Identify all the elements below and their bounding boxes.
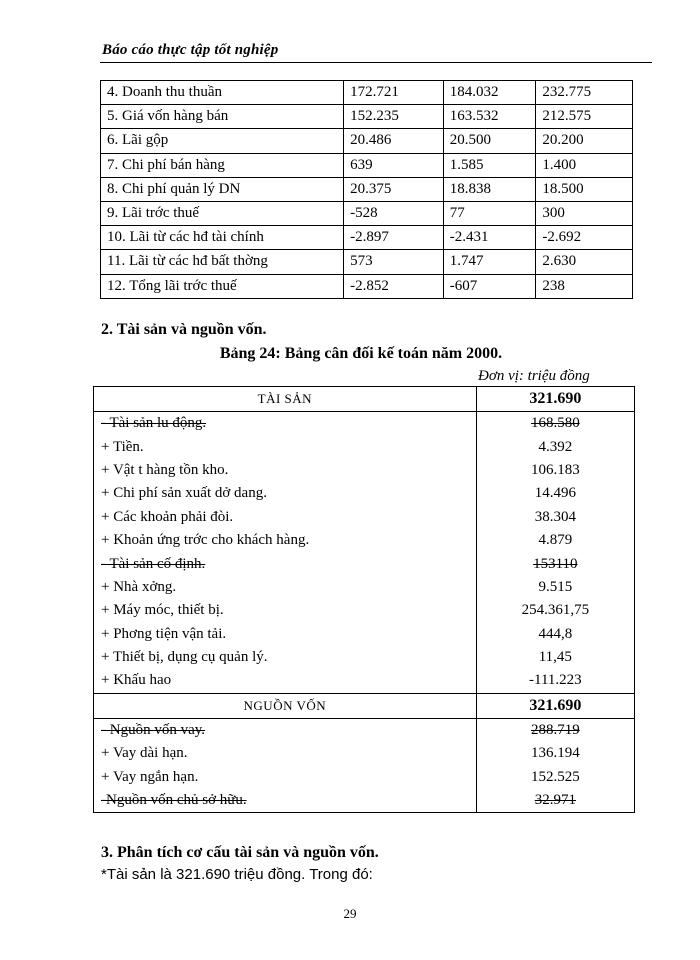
balance-row-value: 106.183 <box>530 461 580 478</box>
section-2-title: 2. Tài sản và nguồn vốn. <box>101 321 267 338</box>
income-row-value: 163.532 <box>443 105 536 129</box>
balance-row <box>94 742 635 765</box>
income-row-label: 7. Chi phí bán hàng <box>101 153 344 177</box>
income-row-value: 152.235 <box>344 105 444 129</box>
balance-row-label: + Phơng tiện vận tải. <box>101 625 227 642</box>
balance-row-label: -Nguồn vốn chủ sở hữu. <box>101 792 247 809</box>
balance-row <box>94 552 635 575</box>
balance-row-value: 9.515 <box>538 578 573 595</box>
income-row-value: 232.775 <box>536 81 633 105</box>
income-row-label: 5. Giá vốn hàng bán <box>101 105 344 129</box>
balance-row-value: 153110 <box>533 555 578 572</box>
balance-row <box>94 623 635 646</box>
page-number: 29 <box>343 906 357 921</box>
balance-row-label: + Thiết bị, dụng cụ quản lý. <box>101 649 268 666</box>
income-row-label: 11. Lãi từ các hđ bất thờng <box>101 250 344 274</box>
income-row <box>101 201 633 225</box>
balance-row-value: 152.525 <box>530 768 580 785</box>
balance-row-value: -111.223 <box>529 672 582 689</box>
balance-row-value: 32.971 <box>534 792 576 809</box>
income-row-value: 1.747 <box>443 250 536 274</box>
balance-row <box>94 482 635 505</box>
balance-row-label: + Nhà xởng. <box>101 578 177 595</box>
income-row-label: 10. Lãi từ các hđ tài chính <box>101 226 344 250</box>
income-row-value: 212.575 <box>536 105 633 129</box>
income-row <box>101 129 633 153</box>
income-row-value: 77 <box>443 201 536 225</box>
income-row <box>101 226 633 250</box>
balance-row-label: + Chi phí sản xuất dở dang. <box>101 485 267 502</box>
balance-row <box>94 718 635 742</box>
income-row <box>101 274 633 298</box>
balance-row <box>94 529 635 552</box>
income-row-value: 639 <box>344 153 444 177</box>
income-row-value: -2.852 <box>344 274 444 298</box>
income-row-label: 8. Chi phí quản lý DN <box>101 177 344 201</box>
balance-row <box>94 576 635 599</box>
sources-header-row-label: NGUỒN VỐN <box>94 693 477 718</box>
income-row <box>101 177 633 201</box>
income-row-value: -528 <box>344 201 444 225</box>
balance-row-value: 4.392 <box>538 438 573 455</box>
income-row-value: 18.500 <box>536 177 633 201</box>
body-text-line: *Tài sản là 321.690 triệu đồng. Trong đó: <box>101 866 373 883</box>
income-row-label: 12. Tổng lãi trớc thuế <box>101 274 344 298</box>
income-row-value: 573 <box>344 250 444 274</box>
balance-row-value: 38.304 <box>534 508 576 525</box>
income-row-value: -607 <box>443 274 536 298</box>
income-row-value: -2.431 <box>443 226 536 250</box>
income-statement-table <box>100 80 633 299</box>
balance-row <box>94 646 635 669</box>
balance-row-value: 11,45 <box>538 649 572 666</box>
income-row <box>101 153 633 177</box>
balance-row-label: + Vật t hàng tồn kho. <box>101 461 229 478</box>
income-row <box>101 105 633 129</box>
income-row-value: 18.838 <box>443 177 536 201</box>
income-row-value: -2.692 <box>536 226 633 250</box>
balance-sheet-table <box>93 386 635 813</box>
balance-row-value: 254.361,75 <box>521 602 590 619</box>
header-title: Báo cáo thực tập tốt nghiệp <box>102 42 279 58</box>
assets-header-row-total: 321.690 <box>476 387 634 412</box>
income-row-label: 6. Lãi gộp <box>101 129 344 153</box>
balance-row-value: 4.879 <box>538 532 573 549</box>
income-row-label: 4. Doanh thu thuần <box>101 81 344 105</box>
income-row-value: 300 <box>536 201 633 225</box>
income-row-label: 9. Lãi trớc thuế <box>101 201 344 225</box>
balance-row-value: 136.194 <box>530 745 580 762</box>
sources-header-row-total: 321.690 <box>476 693 634 718</box>
balance-row <box>94 789 635 813</box>
balance-row-label: + Khoản ứng trớc cho khách hàng. <box>101 532 310 549</box>
income-row-value: 20.375 <box>344 177 444 201</box>
income-row-value: 2.630 <box>536 250 633 274</box>
income-row-value: -2.897 <box>344 226 444 250</box>
balance-row <box>94 435 635 458</box>
balance-row-label: - Tài sản lu động. <box>101 415 207 432</box>
income-row <box>101 81 633 105</box>
assets-header-row-label: TÀI SẢN <box>94 387 477 412</box>
assets-header-row <box>94 387 635 412</box>
income-row-value: 238 <box>536 274 633 298</box>
income-row-value: 172.721 <box>344 81 444 105</box>
balance-row <box>94 459 635 482</box>
balance-row-value: 168.580 <box>530 415 580 432</box>
balance-row <box>94 599 635 622</box>
income-row <box>101 250 633 274</box>
income-row-value: 1.400 <box>536 153 633 177</box>
balance-row-label: + Vay ngắn hạn. <box>101 768 199 785</box>
balance-row-label: + Khấu hao <box>101 672 172 689</box>
balance-row <box>94 765 635 788</box>
unit-note: Đơn vị: triệu đồng <box>478 368 590 384</box>
balance-row <box>94 412 635 436</box>
balance-row-label: + Vay dài hạn. <box>101 745 188 762</box>
balance-row-value: 288.719 <box>530 721 580 738</box>
balance-row <box>94 669 635 693</box>
section-3-title: 3. Phân tích cơ cấu tài sản và nguồn vốn. <box>101 844 379 861</box>
balance-row-label: - Tài sản cố định. <box>101 555 206 572</box>
balance-row-label: + Tiền. <box>101 438 144 455</box>
balance-row-label: + Các khoản phải đòi. <box>101 508 234 525</box>
income-row-value: 184.032 <box>443 81 536 105</box>
balance-row-value: 444,8 <box>538 625 573 642</box>
balance-row-label: + Máy móc, thiết bị. <box>101 602 224 619</box>
balance-row <box>94 506 635 529</box>
sources-header-row <box>94 693 635 718</box>
balance-row-value: 14.496 <box>534 485 576 502</box>
page-header <box>100 40 652 63</box>
table-caption: Bảng 24: Bảng cân đối kế toán năm 2000. <box>219 345 503 362</box>
income-row-value: 1.585 <box>443 153 536 177</box>
income-row-value: 20.486 <box>344 129 444 153</box>
income-row-value: 20.200 <box>536 129 633 153</box>
income-row-value: 20.500 <box>443 129 536 153</box>
balance-row-label: - Nguồn vốn vay. <box>101 721 206 738</box>
